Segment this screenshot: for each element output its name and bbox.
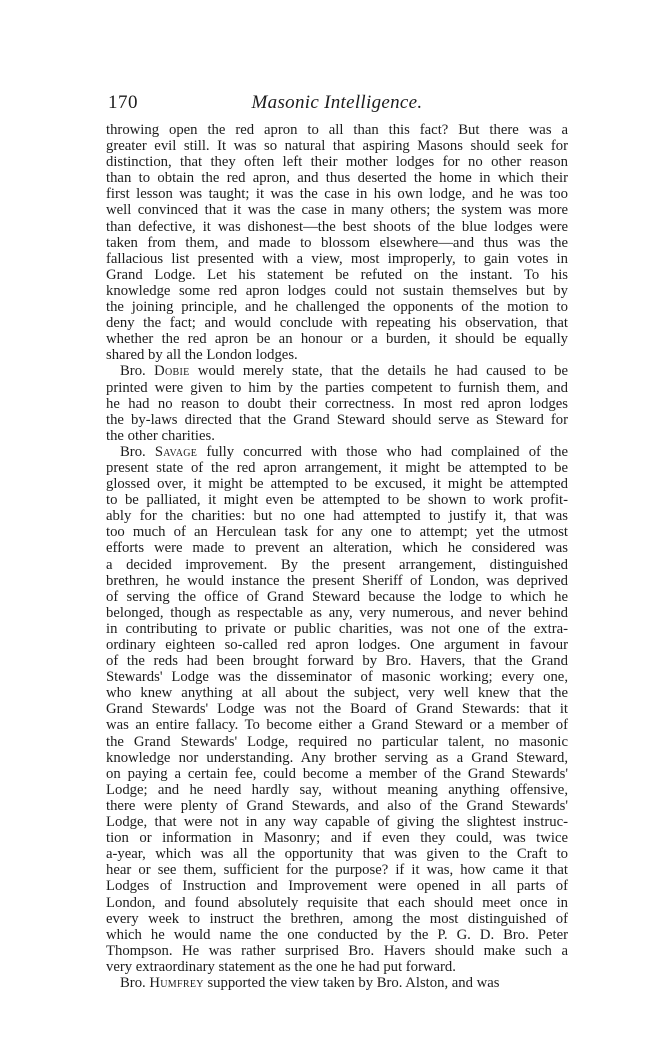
text-line: well convinced that it was the case in many others; the system was more [106,202,568,219]
text-line: Lodge; and he need hardly say, without meaning anything offensive, [106,781,568,798]
paragraph [106,975,568,991]
text-line: the other charities. [106,427,215,444]
text-line: Stewards' Lodge was the disseminator of masonic working; every one, [106,669,568,686]
text-line: the joining principle, and he challenged the opponents of the motion to [106,299,568,316]
text-line: ably for the charities: but no one had attempted to justify it, that was [106,508,568,525]
text-line: of the reds had been brought forward by Bro. Havers, that the Grand [106,653,568,670]
text-line: hear or see them, sufficient for the purpose? if it was, how came it that [106,862,568,879]
text-line: greater evil still. It was so natural that aspiring Masons should seek for [106,138,568,155]
text-line: throwing open the red apron to all than this fact? But there was a [106,122,568,138]
text-line: first lesson was taught; it was the case in his own lodge, and he was too [106,186,568,203]
text-line [106,975,568,991]
text-line: than to obtain the red apron, and thus deserted the home in which their [106,170,568,187]
text-line: whether the red apron be an honour or a burden, it should be equally [106,331,568,348]
text-line: the by-laws directed that the Grand Steward should serve as Steward for [106,411,568,428]
text-line: too much of an Herculean task for any one to attempt; yet the utmost [106,524,568,541]
paragraph [106,363,568,443]
text-line: knowledge some red apron lodges could not sustain themselves but by [106,282,568,299]
text-line: printed were given to him by the parties competent to furnish them, and [106,379,568,396]
text-line: ordinary eighteen so-called red apron lodges. One argument in favour [106,637,568,653]
text-line: a decided improvement. By the present arrangement, distinguished [106,556,568,573]
text-line: was an entire fallacy. To become either a Grand Steward or a member of [106,717,568,734]
book-page [106,88,568,991]
text-line: which he would name the one conducted by the P. G. D. Bro. Peter [106,926,568,943]
text-line: distinction, that they often left their mother lodges for no other reason [106,154,568,171]
text-line: to be palliated, it might even be attempted to be shown to work profit- [106,492,568,509]
text-line: than defective, it was dishonest—the best shoots of the blue lodges were [106,218,568,235]
text-line: deny the fact; and would conclude with repeating his observation, that [106,315,568,332]
text-line: a-year, which was all the opportunity that was given to the Craft to [106,846,568,863]
text-line: efforts were made to prevent an alteration, which he considered was [106,540,568,557]
line-text: supported the view taken by Bro. Alston, and was [203,974,500,991]
paragraph [106,122,568,363]
text-line: very extraordinary statement as the one he had put forward. [106,958,456,975]
speaker-name: Dobie [154,363,190,380]
speaker-prefix: Bro. [120,974,150,991]
text-line: the Grand Stewards' Lodge, required no particular talent, no masonic [106,733,568,750]
speaker-prefix: Bro. [120,443,155,460]
text-line: of serving the office of Grand Steward because the lodge to which he [106,588,568,605]
page-number: 170 [108,92,138,113]
text-line: taken from them, and made to blossom elsewhere—and thus was the [106,234,568,251]
paragraph [106,444,568,975]
text-line: glossed over, it might be attempted to be excused, it might be attempted [106,476,568,493]
text-line [106,363,568,379]
text-line: London, and found absolutely requisite that each should meet once in [106,894,568,911]
text-line: knowledge nor understanding. Any brother serving as a Grand Steward, [106,749,568,766]
speaker-name: Savage [154,443,198,460]
speaker-prefix: Bro. [120,363,155,380]
line-text: fully concurred with those who had complained of the [197,443,568,460]
text-line: shared by all the London lodges. [106,347,298,364]
body-text [106,122,568,991]
text-line: there were plenty of Grand Stewards, and also of the Grand Stewards' [106,797,568,814]
text-line: he had no reason to doubt their correctness. In most red apron lodges [106,395,568,412]
text-line: who knew anything at all about the subject, very well knew that the [106,685,568,702]
text-line: Lodges of Instruction and Improvement were opened in all parts of [106,878,568,895]
text-line: in contributing to private or public charities, was not one of the extra- [106,620,568,637]
running-head [106,88,568,118]
text-line: belonged, though as respectable as any, very numerous, and never behind [106,604,568,621]
text-line: fallacious list presented with a view, most improperly, to gain votes in [106,250,568,267]
text-line: Grand Lodge. Let his statement be refuted on the instant. To his [106,266,568,283]
text-line: present state of the red apron arrangement, it might be attempted to be [106,459,568,476]
text-line: tion or information in Masonry; and if even they could, was twice [106,830,568,847]
line-text: would merely state, that the details he had caused to be [189,363,569,380]
text-line: on paying a certain fee, could become a member of the Grand Stewards' [106,765,568,782]
speaker-name: Humfrey [149,974,204,991]
text-line: brethren, he would instance the present Sheriff of London, was deprived [106,572,568,589]
text-line [106,444,568,460]
text-line: Thompson. He was rather surprised Bro. Havers should make such a [106,942,568,959]
text-line: every week to instruct the brethren, among the most distinguished of [106,910,568,927]
running-title: Masonic Intelligence. [251,92,423,113]
text-line: Lodge, that were not in any way capable of giving the slightest instruc- [106,814,568,831]
text-line: Grand Stewards' Lodge was not the Board of Grand Stewards: that it [106,701,568,718]
